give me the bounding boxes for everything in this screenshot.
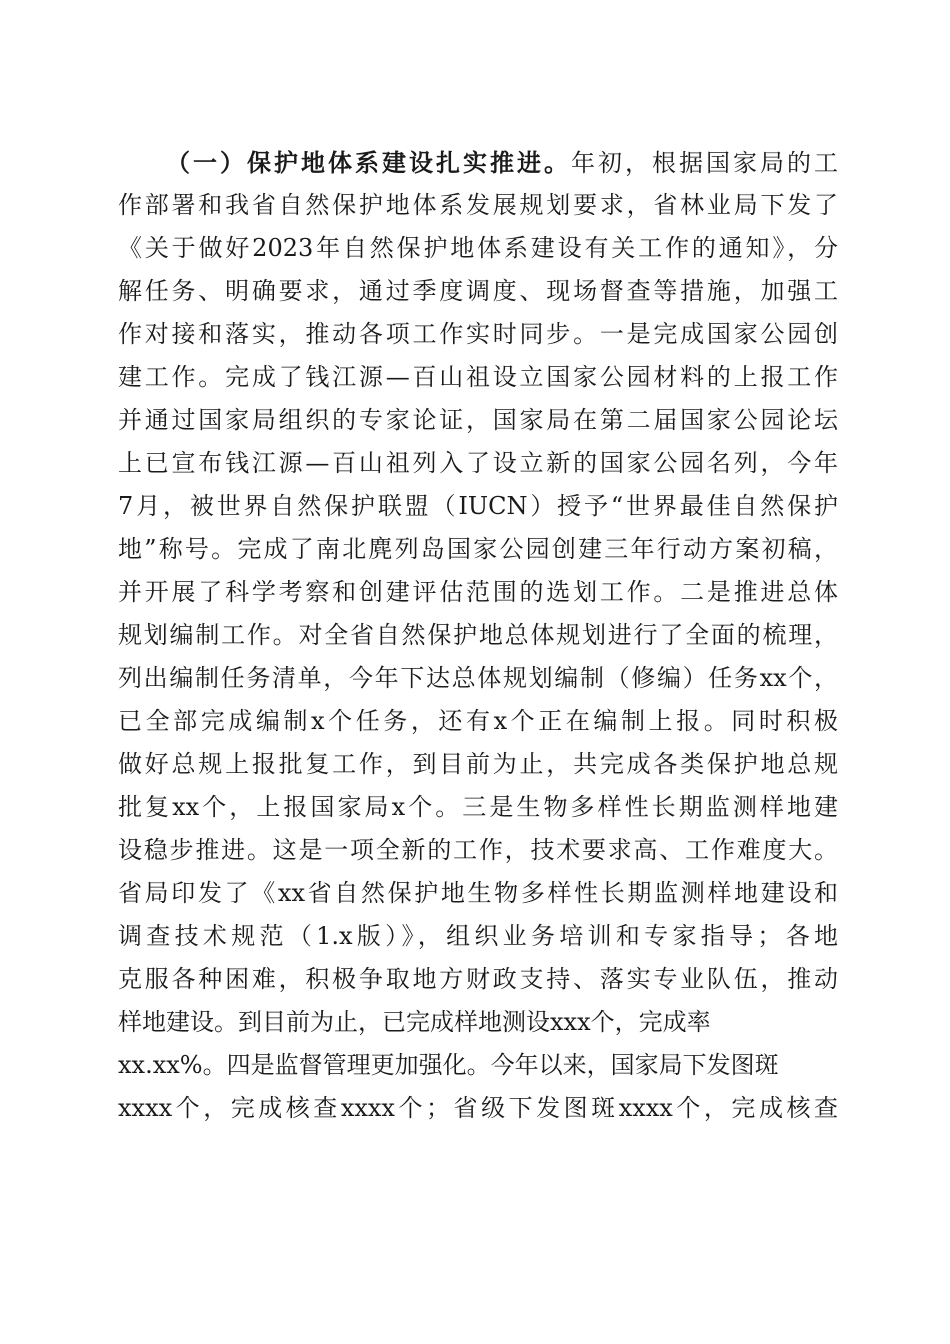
text-line: 列出编制任务清单，今年下达总体规划编制（修编）任务xx个，: [118, 664, 838, 692]
text-line: 并开展了科学考察和创建评估范围的选划工作。二是推进总体: [118, 578, 838, 606]
first-line-text: 年初，根据国家局的工: [571, 149, 838, 177]
body-paragraph: [118, 141, 838, 1130]
text-line: xx.xx%。四是监督管理更加强化。今年以来，国家局下发图斑: [118, 1051, 779, 1079]
text-line: 上已宣布钱江源—百山祖列入了设立新的国家公园名列，今年: [118, 449, 838, 477]
text-line: 调查技术规范（1.x版）》，组织业务培训和专家指导；各地: [118, 922, 838, 950]
text-line: 已全部完成编制x个任务，还有x个正在编制上报。同时积极: [118, 707, 838, 735]
text-line: 设稳步推进。这是一项全新的工作，技术要求高、工作难度大。: [118, 836, 838, 864]
text-line: 《关于做好2023年自然保护地体系建设有关工作的通知》，分: [118, 234, 838, 262]
text-line: 克服各种困难，积极争取地方财政支持、落实专业队伍，推动: [118, 965, 838, 993]
text-line: 样地建设。到目前为止，已完成样地测设xxx个，完成率: [118, 1008, 711, 1036]
text-line: 省局印发了《xx省自然保护地生物多样性长期监测样地建设和: [118, 879, 838, 907]
section-heading: （一）保护地体系建设扎实推进。: [166, 148, 571, 177]
text-line: 解任务、明确要求，通过季度调度、现场督查等措施，加强工: [118, 277, 838, 305]
text-line: 批复xx个，上报国家局x个。三是生物多样性长期监测样地建: [118, 793, 838, 821]
text-line: 建工作。完成了钱江源—百山祖设立国家公园材料的上报工作: [118, 363, 838, 391]
text-line: 并通过国家局组织的专家论证，国家局在第二届国家公园论坛: [118, 406, 838, 434]
text-line: 做好总规上报批复工作，到目前为止，共完成各类保护地总规: [118, 750, 838, 778]
text-line: 作对接和落实，推动各项工作实时同步。一是完成国家公园创: [118, 320, 838, 348]
text-line: 作部署和我省自然保护地体系发展规划要求，省林业局下发了: [118, 191, 838, 219]
paragraph-first-line: [118, 141, 838, 184]
text-line: 地”称号。完成了南北麂列岛国家公园创建三年行动方案初稿，: [118, 535, 838, 563]
text-line: 规划编制工作。对全省自然保护地总体规划进行了全面的梳理，: [118, 621, 838, 649]
text-line: xxxx个，完成核查xxxx个；省级下发图斑xxxx个，完成核查: [118, 1094, 838, 1122]
text-line: 7月，被世界自然保护联盟（IUCN）授予“世界最佳自然保护: [118, 492, 838, 520]
